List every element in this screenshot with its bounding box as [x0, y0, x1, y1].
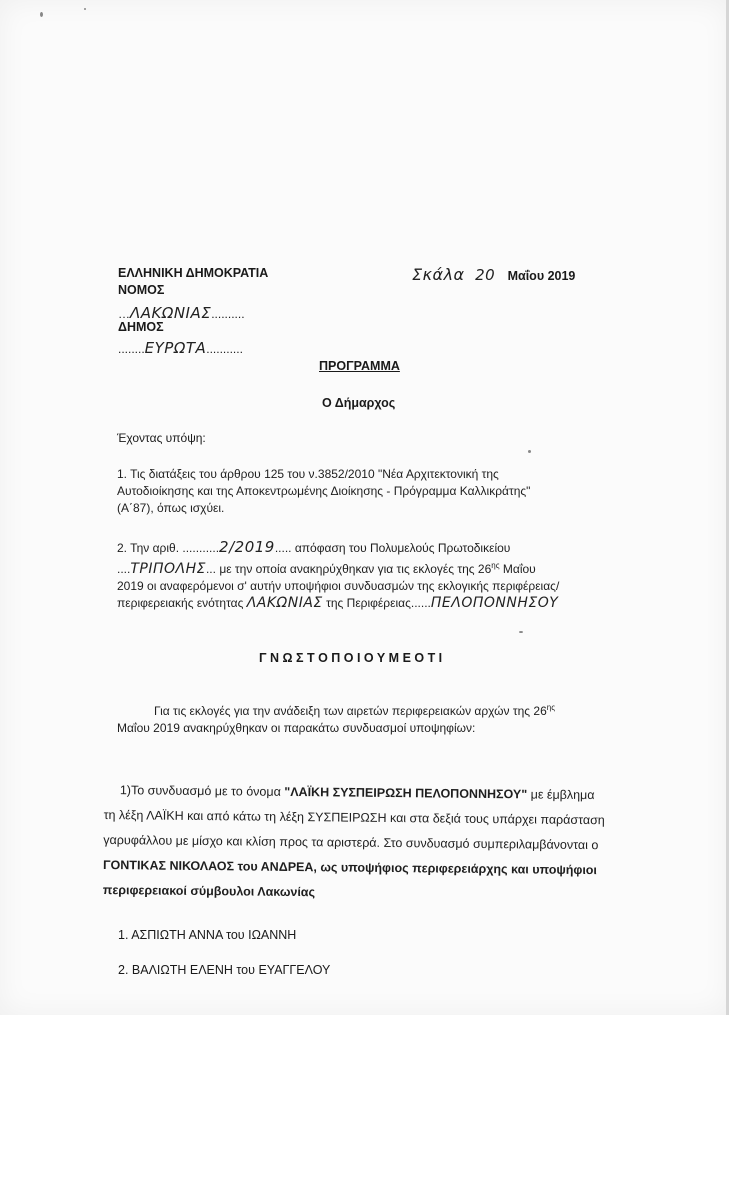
combination-paragraph [103, 778, 644, 909]
scan-speck [528, 450, 531, 453]
dimos-label: ΔΗΜΟΣ [118, 320, 164, 334]
item-1-line: 1. Τις διατάξεις του άρθρου 125 του ν.3852/2010 "Νέα Αρχιτεκτονική της [117, 467, 499, 481]
court-city: ΤΡΙΠΟΛΗΣ [130, 561, 206, 577]
republic-heading: ΕΛΛΗΝΙΚΗ ΔΗΜΟΚΡΑΤΙΑ [118, 266, 269, 280]
dimos-value: ΕΥΡΩΤΑ [144, 339, 207, 357]
scan-speck [519, 631, 523, 633]
intro-line: Για τις εκλογές για την ανάδειξη των αιρετών περιφερειακών αρχών της $26^{\eta\varsigma}$ [154, 703, 556, 718]
combination-line: περιφερειακοί σύμβουλοι Λακωνίας [102, 882, 316, 900]
item-1 [117, 466, 614, 517]
item-2-line: περιφερειακής ενότητας ΛΑΚΩΝΙΑΣ της Περιφέρειας......ΠΕΛΟΠΟΝΝΗΣΟΥ [117, 595, 559, 611]
date-line [412, 265, 575, 285]
combination-line: τη λέξη ΛΑΪΚΗ και από κάτω τη λέξη ΣΥΣΠΕΙΡΩΣΗ και στα δεξιά τους υπάρχει παράσταση [103, 807, 605, 828]
intro-line: Μαΐου 2019 ανακηρύχθηκαν οι παρακάτω συνδυασμοί υποψηφίων: [117, 721, 476, 735]
region-value: ΠΕΛΟΠΟΝΝΗΣΟΥ [430, 595, 559, 611]
candidate-item: 2. ΒΑΛΙΩΤΗ ΕΛΕΝΗ του ΕΥΑΓΓΕΛΟΥ [118, 963, 331, 977]
having-regard: Έχοντας υπόψη: [117, 431, 206, 445]
combination-name: "ΛΑΪΚΗ ΣΥΣΠΕΙΡΩΣΗ ΠΕΛΟΠΟΝΝΗΣΟΥ" [284, 784, 528, 802]
combination-line: 1)Το συνδυασμό με το όνομα "ΛΑΪΚΗ ΣΥΣΠΕΙΡΩΣΗ ΠΕΛΟΠΟΝΝΗΣΟΥ" με έμβλημα [119, 783, 595, 803]
announcement-heading: Γ Ν Ω Σ Τ Ο Π Ο Ι Ο Υ Μ Ε Ο Τ Ι [259, 651, 443, 665]
item-1-line: (Α΄87), όπως ισχύει. [117, 501, 225, 515]
unit-value: ΛΑΚΩΝΙΑΣ [246, 595, 323, 611]
dimos-line: ........ΕΥΡΩΤΑ........... [118, 339, 243, 357]
item-2 [117, 539, 617, 612]
item-1-line: Αυτοδιοίκησης και της Αποκεντρωμένης Διοίκησης - Πρόγραμμα Καλλικράτης" [117, 484, 531, 498]
place-value: Σκάλα [412, 265, 465, 284]
month-year: Μαΐου 2019 [507, 269, 576, 283]
intro-paragraph [117, 699, 617, 737]
day-value: 20 [475, 266, 496, 284]
nomos-label: ΝΟΜΟΣ [118, 283, 165, 297]
candidate-item: 1. ΑΣΠΙΩΤΗ ΑΝΝΑ του ΙΩΑΝΝΗ [118, 928, 297, 942]
decision-number: 2/2019 [219, 538, 275, 556]
nomos-line: …ΛΑΚΩΝΙΑΣ.......... [118, 304, 245, 322]
document-title: ΠΡΟΓΡΑΜΜΑ [319, 359, 400, 373]
combination-line: ΓΟΝΤΙΚΑΣ ΝΙΚΟΛΑΟΣ του ΑΝΔΡΕΑ, ως υποψήφιος περιφερειάρχης και υποψήφιοι [103, 857, 598, 878]
combination-line: γαρυφάλλου με μίσχο και κλίση προς τα αριστερά. Στο συνδυασμό συμπεριλαμβάνονται ο [103, 832, 599, 853]
scan-speck [40, 12, 43, 17]
document-subtitle: Ο Δήμαρχος [322, 396, 396, 410]
scan-speck [84, 8, 86, 10]
item-2-line: ....ΤΡΙΠΟΛΗΣ... με την οποία ανακηρύχθηκαν για τις εκλογές της $26^{\eta\varsigma}$ Μαΐου [117, 561, 536, 577]
item-2-line: 2019 οι αναφερόμενοι σ' αυτήν υποψήφιοι συνδυασμών της εκλογικής περιφέρειας/ [117, 579, 560, 593]
item-2-line: 2. Την αριθ. ...........2/2019..... απόφαση του Πολυμελούς Πρωτοδικείου [117, 538, 511, 556]
nomos-value: ΛΑΚΩΝΙΑΣ [130, 304, 212, 322]
